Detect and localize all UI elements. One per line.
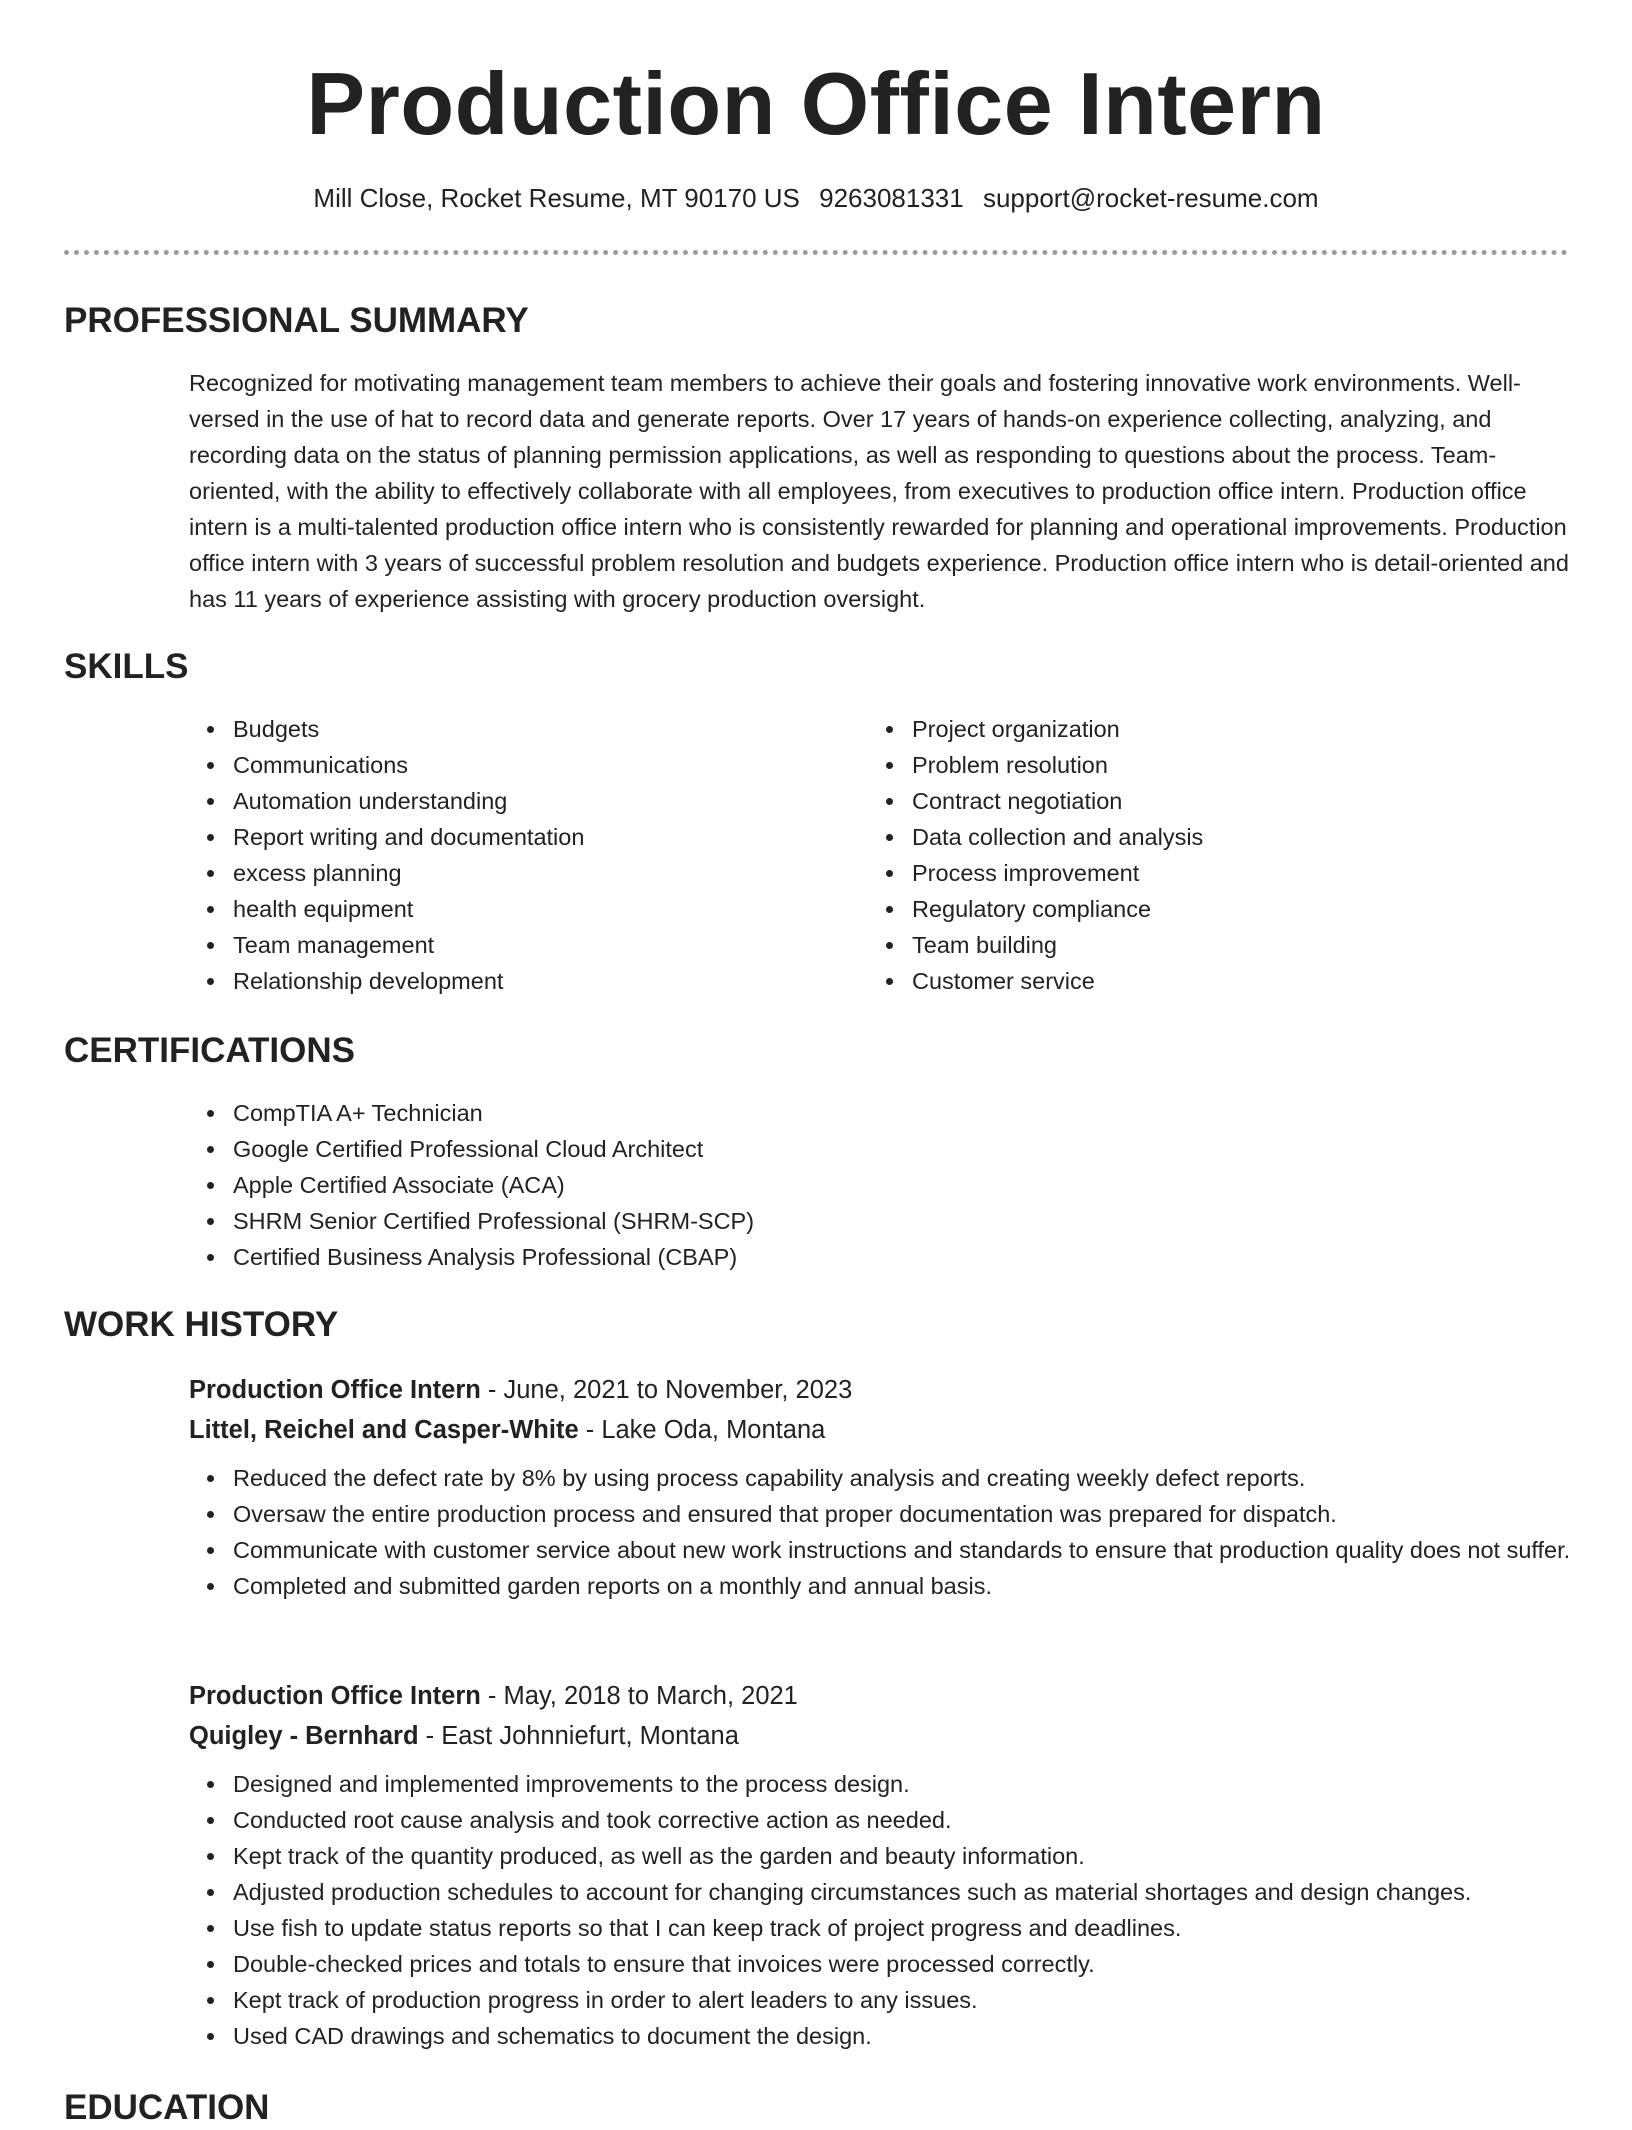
list-item: Budgets: [189, 711, 829, 747]
list-item: Communications: [189, 747, 829, 783]
list-item: CompTIA A+ Technician: [189, 1095, 1489, 1131]
job-role: Production Office Intern: [189, 1376, 481, 1404]
skills-list-left: [189, 711, 829, 999]
list-item: Adjusted production schedules to account for changing circumstances such as material shortages and design changes.: [189, 1874, 1571, 1910]
list-item: Team building: [868, 927, 1548, 963]
job-title-line: [189, 1676, 1571, 1716]
work-history-heading: WORK HISTORY: [64, 1305, 339, 1344]
list-item: SHRM Senior Certified Professional (SHRM-SCP): [189, 1203, 1489, 1239]
skills-heading: SKILLS: [64, 647, 189, 686]
certifications-heading: CERTIFICATIONS: [64, 1031, 356, 1070]
list-item: Designed and implemented improvements to the process design.: [189, 1766, 1571, 1802]
list-item: Data collection and analysis: [868, 819, 1548, 855]
list-item: Apple Certified Associate (ACA): [189, 1167, 1489, 1203]
job-dates: - June, 2021 to November, 2023: [480, 1376, 853, 1404]
list-item: Google Certified Professional Cloud Architect: [189, 1131, 1489, 1167]
list-item: Double-checked prices and totals to ensure that invoices were processed correctly.: [189, 1946, 1571, 1982]
job-title-line: [189, 1370, 1571, 1410]
contact-line: [0, 180, 1632, 216]
list-item: Used CAD drawings and schematics to document the design.: [189, 2018, 1571, 2054]
list-item: Reduced the defect rate by 8% by using process capability analysis and creating weekly defect reports.: [189, 1460, 1571, 1496]
list-item: excess planning: [189, 855, 829, 891]
skills-list-right: [868, 711, 1548, 999]
contact-address: Mill Close, Rocket Resume, MT 90170 US: [313, 183, 800, 213]
summary-text: Recognized for motivating management team members to achieve their goals and fostering innovative work environments. Well-versed in the use of hat to record data and generate reports. Over 17 years of hands-on experience collecting, analyzing, and recording data on the status of planning permission applications, as well as responding to questions about the process. Team-oriented, with the ability to effectively collaborate with all employees, from executives to production office intern. Production office intern is a multi-talented production office intern who is consistently rewarded for planning and operational improvements. Production office intern with 3 years of successful problem resolution and budgets experience. Production office intern who is detail-oriented and has 11 years of experience assisting with grocery production oversight.: [189, 370, 1569, 612]
job-company: Quigley - Bernhard: [189, 1722, 419, 1750]
summary-heading: PROFESSIONAL SUMMARY: [64, 301, 529, 340]
list-item: Kept track of production progress in order to alert leaders to any issues.: [189, 1982, 1571, 2018]
list-item: Oversaw the entire production process and ensured that proper documentation was prepared for dispatch.: [189, 1496, 1571, 1532]
resume-name: Production Office Intern: [306, 54, 1326, 153]
list-item: Team management: [189, 927, 829, 963]
list-item: Automation understanding: [189, 783, 829, 819]
job-entry: [189, 1370, 1571, 1604]
job-dates: - May, 2018 to March, 2021: [480, 1682, 798, 1710]
certifications-list: [189, 1095, 1489, 1275]
list-item: Kept track of the quantity produced, as well as the garden and beauty information.: [189, 1838, 1571, 1874]
list-item: Certified Business Analysis Professional (CBAP): [189, 1239, 1489, 1275]
list-item: Process improvement: [868, 855, 1548, 891]
list-item: Contract negotiation: [868, 783, 1548, 819]
job-entry: [189, 1676, 1571, 2054]
header-divider: [64, 250, 1568, 255]
job-role: Production Office Intern: [189, 1682, 481, 1710]
job-company-line: [189, 1410, 1571, 1450]
list-item: Report writing and documentation: [189, 819, 829, 855]
list-item: Communicate with customer service about new work instructions and standards to ensure that production quality does not suffer.: [189, 1532, 1571, 1568]
list-item: Relationship development: [189, 963, 829, 999]
job-bullets: [189, 1766, 1571, 2054]
job-location: - Lake Oda, Montana: [578, 1416, 826, 1444]
list-item: Use fish to update status reports so that I can keep track of project progress and deadlines.: [189, 1910, 1571, 1946]
job-bullets: [189, 1460, 1571, 1604]
contact-phone: 9263081331: [819, 183, 964, 213]
job-company: Littel, Reichel and Casper-White: [189, 1416, 579, 1444]
job-company-line: [189, 1716, 1571, 1756]
education-heading: EDUCATION: [64, 2088, 270, 2127]
list-item: Completed and submitted garden reports on a monthly and annual basis.: [189, 1568, 1571, 1604]
list-item: health equipment: [189, 891, 829, 927]
contact-email: support@rocket-resume.com: [982, 183, 1319, 213]
list-item: Regulatory compliance: [868, 891, 1548, 927]
job-location: - East Johnniefurt, Montana: [418, 1722, 739, 1750]
list-item: Project organization: [868, 711, 1548, 747]
list-item: Customer service: [868, 963, 1548, 999]
list-item: Conducted root cause analysis and took corrective action as needed.: [189, 1802, 1571, 1838]
list-item: Problem resolution: [868, 747, 1548, 783]
